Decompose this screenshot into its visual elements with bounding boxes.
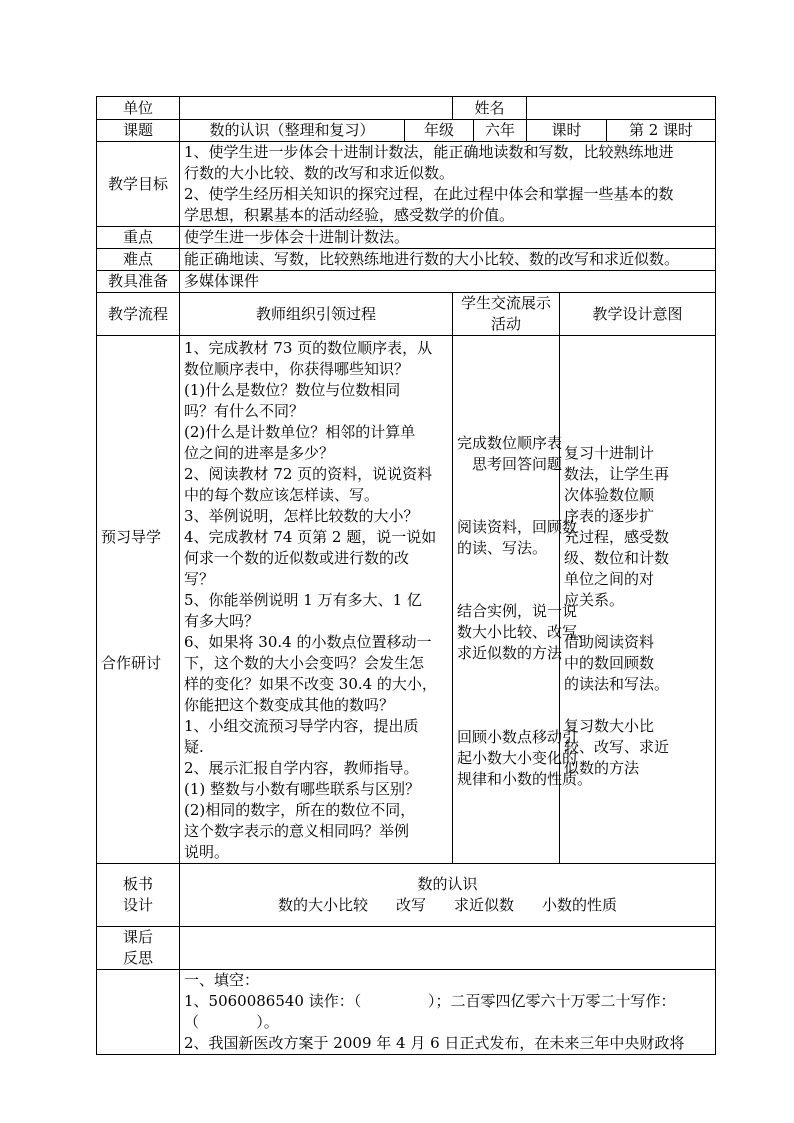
teacher-line: 下，这个数的大小会变吗？会发生怎 [184,654,425,672]
teacher-line: 1、小组交流预习导学内容，提出质 [184,717,419,735]
board-row [97,864,716,927]
board-item: 小数的性质 [542,896,618,914]
teacher-line: (1)什么是数位？数位与位数相同 [184,381,401,399]
difficulty-row [97,249,716,271]
name-value [527,97,716,120]
board-items [184,895,711,916]
teacher-line: (2)相同的数字，所在的数位不同， [184,801,416,819]
goals-line: 学思想，积累基本的活动经验，感受数学的价值。 [184,206,515,224]
student-header: 学生交流展示活动 [453,293,560,336]
goals-row [97,142,716,227]
intent-line: 复习十进制计 [564,444,655,462]
intent-line: 序表的逐步扩 [564,507,655,525]
teacher-line: 这个数字表示的意义相同吗？举例 [184,822,410,840]
teacher-line: 有多大吗？ [184,612,260,630]
lesson-plan-table [96,96,716,1055]
teacher-line: 何求一个数的近似数或进行数的改 [184,549,410,567]
teacher-header: 教师组织引领过程 [180,293,453,336]
intent-line: 单位之间的对 [564,570,655,588]
reflection-label [97,927,180,970]
reflection-value [180,927,716,970]
student-line: 回顾小数点移动引 [457,727,578,746]
goals-line: 1、使学生进一步体会十进制计数法，能正确地读数和写数，比较熟练地进 [184,143,674,161]
board-item: 求近似数 [454,896,515,914]
grade-label: 年级 [405,120,474,142]
key-point-row [97,227,716,249]
exercises-label [97,970,180,1055]
intent-line: 复习数大小比 [564,717,655,735]
unit-label: 单位 [97,97,180,120]
intent-line: 借助阅读资料 [564,633,655,651]
difficulty-label: 难点 [97,249,180,271]
reflection-label-line: 反思 [122,949,153,967]
student-line: 完成数位顺序表 [457,433,563,452]
teacher-line: 5、你能举例说明 1 万有多大、1 亿 [184,591,422,609]
reflection-label-line: 课后 [122,928,153,946]
student-line: 阅读资料，回顾数 [457,517,578,536]
teacher-line: (2)什么是计数单位？相邻的计算单 [184,423,416,441]
flow-item: 预习导学 [101,528,162,546]
student-column [453,336,593,864]
topic-value: 数的认识（整理和复习） [180,120,405,142]
teacher-line: 中的每个数应该怎样读、写。 [184,486,380,504]
teacher-line: 说明。 [184,843,230,861]
exercise-line: （ ）。 [184,1013,279,1031]
teacher-column [180,336,453,864]
goals-line: 2、使学生经历相关知识的探究过程，在此过程中体会和掌握一些基本的数 [184,185,674,203]
flow-column [97,336,180,864]
flow-item: 合作研讨 [101,654,162,672]
intent-line: 应关系。 [564,591,625,609]
student-line: 求近似数的方法 [457,643,563,662]
student-line: 数大小比较、改写、 [457,622,593,641]
teacher-line: 4、完成教材 74 页第 2 题，说一说如 [184,528,437,546]
board-item: 改写 [395,896,426,914]
materials-row [97,271,716,293]
intent-line: 数法，让学生再 [564,465,670,483]
intent-line: 中的数回顾数 [564,654,655,672]
board-label-line: 板书 [122,875,153,893]
board-label-line: 设计 [122,896,153,914]
board-title: 数的认识 [417,875,478,893]
teacher-line: 吗？有什么不同？ [184,402,305,420]
exercise-line: 一、填空： [184,971,260,989]
teacher-line: 3、举例说明，怎样比较数的大小？ [184,507,419,525]
student-line: 起小数大小变化的 [457,748,578,767]
exercises-row [97,970,716,1055]
teacher-line: 6、如果将 30.4 的小数点位置移动一 [184,633,432,651]
materials-label: 教具准备 [97,271,180,293]
goals-content [180,142,716,227]
student-line: 思考回答问题 [472,454,563,473]
unit-value [180,97,453,120]
key-point-value: 使学生进一步体会十进制计数法。 [180,227,716,249]
materials-value: 多媒体课件 [180,271,716,293]
teacher-line: 2、阅读教材 72 页的资料，说说资料 [184,465,433,483]
intent-line: 似数的方法 [564,759,640,777]
teacher-line: 数位顺序表中，你获得哪些知识？ [184,360,410,378]
intent-line: 的读法和写法。 [564,675,670,693]
teacher-line: 1、完成教材 73 页的数位顺序表，从 [184,339,433,357]
reflection-row [97,927,716,970]
difficulty-value: 能正确地读、写数，比较熟练地进行数的大小比较、数的改写和求近似数。 [180,249,716,271]
unit-row [97,97,716,120]
flow-header: 教学流程 [97,293,180,336]
student-line: 结合实例，说一说 [457,601,578,620]
teacher-line: (1) 整数与小数有哪些联系与区别？ [184,780,421,798]
process-header-row [97,293,716,336]
topic-row [97,120,716,142]
board-content [180,864,716,927]
goals-line: 行数的大小比较、数的改写和求近似数。 [184,164,455,182]
key-point-label: 重点 [97,227,180,249]
student-line: 规律和小数的性质。 [457,769,593,788]
board-label [97,864,180,927]
goals-label: 教学目标 [97,142,180,227]
exercises-content [180,970,716,1055]
teacher-line: 写？ [184,570,215,588]
name-label: 姓名 [453,97,527,120]
intent-header: 教学设计意图 [560,293,716,336]
exercise-line: 1、5060086540 读作：（ ）；二百零四亿零六十万零二十写作： [184,992,676,1010]
teacher-line: 位之间的进率是多少？ [184,444,335,462]
teacher-line: 2、展示汇报自学内容，教师指导。 [184,759,419,777]
exercise-line: 2、我国新医改方案于 2009 年 4 月 6 日正式发布，在未来三年中央财政将 [184,1034,685,1052]
intent-line: 充过程，感受数 [564,528,670,546]
teacher-line: 样的变化？如果不改变 30.4 的大小， [184,675,437,693]
intent-line: 较、改写、求近 [564,738,670,756]
grade-value: 六年 [474,120,527,142]
intent-line: 级、数位和计数 [564,549,670,567]
topic-label: 课题 [97,120,180,142]
teacher-line: 疑. [184,738,204,756]
process-body-row [97,336,716,864]
period-value: 第 2 课时 [607,120,716,142]
student-line: 的读、写法。 [457,538,548,557]
board-item: 数的大小比较 [277,896,368,914]
intent-line: 次体验数位顺 [564,486,655,504]
teacher-line: 你能把这个数变成其他的数吗？ [184,696,395,714]
period-label: 课时 [527,120,607,142]
